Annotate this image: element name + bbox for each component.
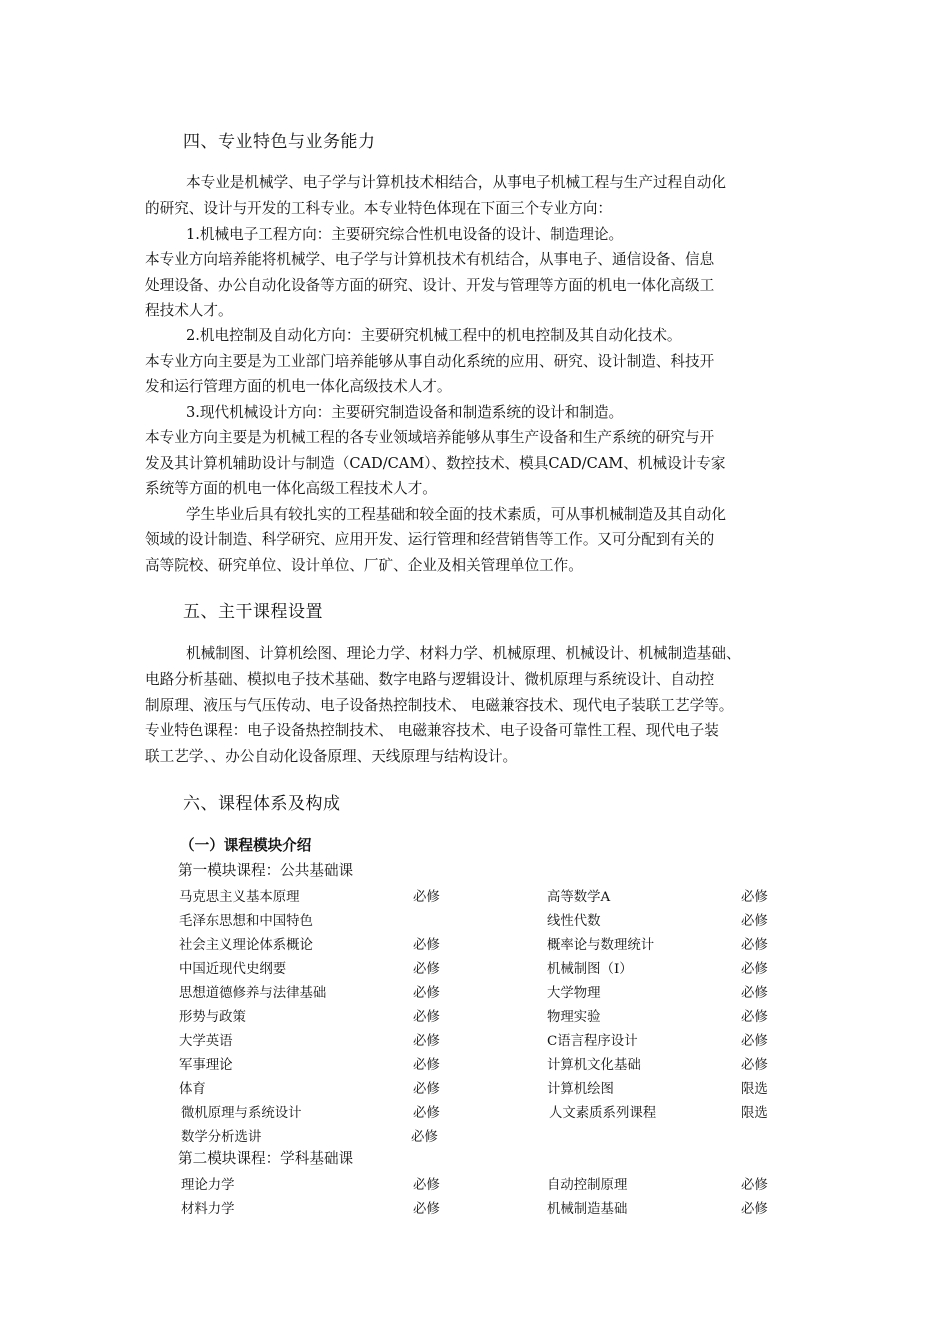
course-requirement: 必修 bbox=[413, 1106, 440, 1121]
course-requirement: 必修 bbox=[741, 1202, 768, 1217]
course-name: 材料力学 bbox=[181, 1202, 235, 1217]
course-requirement: 必修 bbox=[741, 1178, 768, 1193]
course-name: 马克思主义基本原理 bbox=[179, 890, 300, 905]
module-2-title: 第二模块课程：学科基础课 bbox=[178, 1150, 354, 1167]
course-requirement: 必修 bbox=[413, 890, 440, 905]
course-requirement: 限选 bbox=[741, 1106, 768, 1121]
section-5-heading: 五、主干课程设置 bbox=[183, 602, 323, 622]
course-name: 人文素质系列课程 bbox=[549, 1106, 657, 1121]
paragraph-line: 学生毕业后具有较扎实的工程基础和较全面的技术素质，可从事机械制造及其自动化 bbox=[186, 506, 726, 523]
course-name: 计算机绘图 bbox=[547, 1082, 614, 1097]
paragraph-line: 发和运行管理方面的机电一体化高级技术人才。 bbox=[145, 378, 452, 395]
course-name: 军事理论 bbox=[179, 1058, 233, 1073]
course-name: 概率论与数理统计 bbox=[547, 938, 655, 953]
course-requirement: 必修 bbox=[413, 1058, 440, 1073]
course-name: 毛泽东思想和中国特色 bbox=[179, 914, 313, 929]
course-name: 物理实验 bbox=[547, 1010, 601, 1025]
course-requirement: 必修 bbox=[741, 914, 768, 929]
paragraph-line: 本专业是机械学、电子学与计算机技术相结合，从事电子机械工程与生产过程自动化 bbox=[186, 174, 726, 191]
course-name: 数学分析选讲 bbox=[181, 1130, 262, 1145]
paragraph-line: 程技术人才。 bbox=[145, 302, 233, 319]
section-6-subtitle: （一）课程模块介绍 bbox=[180, 837, 312, 854]
course-requirement: 必修 bbox=[413, 1202, 440, 1217]
paragraph-line: 联工艺学、、办公自动化设备原理、天线原理与结构设计。 bbox=[145, 748, 518, 765]
paragraph-line: 3.现代机械设计方向：主要研究制造设备和制造系统的设计和制造。 bbox=[186, 404, 624, 421]
course-name: 大学物理 bbox=[547, 986, 601, 1001]
course-name: 形势与政策 bbox=[179, 1010, 246, 1025]
paragraph-line: 制原理、液压与气压传动、电子设备热控制技术、 电磁兼容技术、现代电子装联工艺学等。 bbox=[145, 697, 734, 714]
course-requirement: 必修 bbox=[413, 938, 440, 953]
section-4-heading: 四、专业特色与业务能力 bbox=[183, 132, 376, 152]
course-requirement: 必修 bbox=[411, 1130, 438, 1145]
course-requirement: 必修 bbox=[741, 1034, 768, 1049]
paragraph-line: 2.机电控制及自动化方向：主要研究机械工程中的机电控制及其自动化技术。 bbox=[186, 327, 682, 344]
course-requirement: 必修 bbox=[413, 1034, 440, 1049]
course-name: 高等数学A bbox=[547, 890, 611, 905]
course-name: 机械制造基础 bbox=[547, 1202, 628, 1217]
course-name: 社会主义理论体系概论 bbox=[179, 938, 313, 953]
course-name: 中国近现代史纲要 bbox=[179, 962, 287, 977]
course-requirement: 必修 bbox=[741, 938, 768, 953]
course-name: 微机原理与系统设计 bbox=[181, 1106, 302, 1121]
course-name: 理论力学 bbox=[181, 1178, 235, 1193]
paragraph-line: 本专业方向主要是为工业部门培养能够从事自动化系统的应用、研究、设计制造、科技开 bbox=[145, 353, 715, 370]
course-requirement: 必修 bbox=[413, 1178, 440, 1193]
section-6-heading: 六、课程体系及构成 bbox=[183, 794, 341, 814]
paragraph-line: 专业特色课程：电子设备热控制技术、 电磁兼容技术、电子设备可靠性工程、现代电子装 bbox=[145, 722, 719, 739]
paragraph-line: 电路分析基础、模拟电子技术基础、数字电路与逻辑设计、微机原理与系统设计、自动控 bbox=[145, 671, 715, 688]
course-requirement: 必修 bbox=[741, 986, 768, 1001]
course-name: 线性代数 bbox=[547, 914, 601, 929]
course-requirement: 限选 bbox=[741, 1082, 768, 1097]
course-requirement: 必修 bbox=[413, 986, 440, 1001]
course-name: C语言程序设计 bbox=[547, 1034, 638, 1049]
paragraph-line: 高等院校、研究单位、设计单位、厂矿、企业及相关管理单位工作。 bbox=[145, 557, 583, 574]
course-requirement: 必修 bbox=[413, 1010, 440, 1025]
course-name: 体育 bbox=[179, 1082, 206, 1097]
course-name: 自动控制原理 bbox=[547, 1178, 628, 1193]
paragraph-line: 本专业方向主要是为机械工程的各专业领域培养能够从事生产设备和生产系统的研究与开 bbox=[145, 429, 715, 446]
course-requirement: 必修 bbox=[413, 962, 440, 977]
paragraph-line: 发及其计算机辅助设计与制造（CAD/CAM）、数控技术、模具CAD/CAM、机械设计专家 bbox=[145, 455, 726, 472]
course-requirement: 必修 bbox=[741, 1010, 768, 1025]
course-requirement: 必修 bbox=[741, 1058, 768, 1073]
course-requirement: 必修 bbox=[741, 890, 768, 905]
course-name: 机械制图（I） bbox=[547, 962, 633, 977]
course-requirement: 必修 bbox=[413, 1082, 440, 1097]
paragraph-line: 1.机械电子工程方向：主要研究综合性机电设备的设计、制造理论。 bbox=[186, 226, 624, 243]
course-name: 思想道德修养与法律基础 bbox=[179, 986, 327, 1001]
course-name: 计算机文化基础 bbox=[547, 1058, 641, 1073]
paragraph-line: 本专业方向培养能将机械学、电子学与计算机技术有机结合，从事电子、通信设备、信息 bbox=[145, 251, 715, 268]
paragraph-line: 系统等方面的机电一体化高级工程技术人才。 bbox=[145, 480, 437, 497]
module-1-title: 第一模块课程：公共基础课 bbox=[178, 862, 354, 879]
course-name: 大学英语 bbox=[179, 1034, 233, 1049]
paragraph-line: 机械制图、计算机绘图、理论力学、材料力学、机械原理、机械设计、机械制造基础、 bbox=[186, 645, 741, 662]
paragraph-line: 处理设备、办公自动化设备等方面的研究、设计、开发与管理等方面的机电一体化高级工 bbox=[145, 277, 715, 294]
paragraph-line: 领域的设计制造、科学研究、应用开发、运行管理和经营销售等工作。又可分配到有关的 bbox=[145, 531, 715, 548]
paragraph-line: 的研究、设计与开发的工科专业。本专业特色体现在下面三个专业方向： bbox=[145, 200, 613, 217]
course-requirement: 必修 bbox=[741, 962, 768, 977]
